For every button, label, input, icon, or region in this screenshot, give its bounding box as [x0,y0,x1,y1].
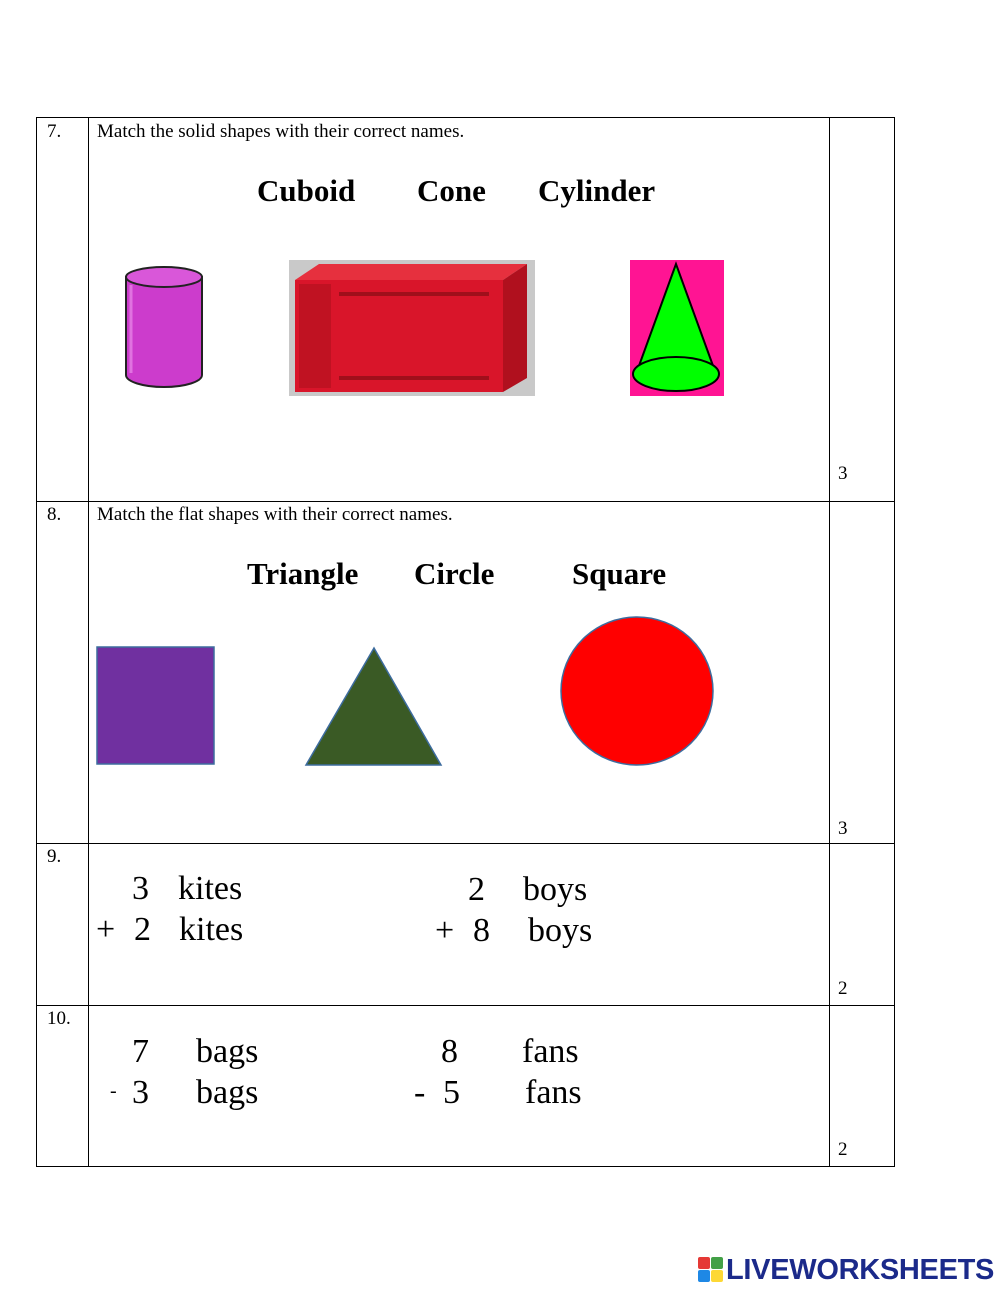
question-text: Match the solid shapes with their correct names. [97,121,465,142]
column-divider-marks [829,118,830,1166]
sum-top-word: boys [523,871,588,908]
question-number: 8. [47,504,62,525]
sum-bottom-number: 2 [134,911,151,948]
cuboid-shape[interactable] [289,260,535,396]
sum-operator: - [110,1080,117,1102]
worksheet-table [36,117,895,1167]
cylinder-shape[interactable] [123,265,205,391]
sum-top-word: bags [196,1033,259,1070]
sum-top-word: fans [522,1033,579,1070]
logo-blocks-icon [698,1257,724,1283]
marks-value: 3 [838,818,848,839]
cone-shape[interactable] [630,260,724,396]
sum-bottom-number: 8 [473,912,490,949]
marks-value: 3 [838,463,848,484]
question-text: Match the flat shapes with their correct names. [97,504,453,525]
label-cylinder[interactable]: Cylinder [538,173,656,208]
label-circle[interactable]: Circle [414,556,495,591]
triangle-shape[interactable] [304,646,444,768]
row-divider [37,1005,894,1006]
sum-bottom-number: 3 [132,1074,149,1111]
sum-bottom-word: kites [179,911,244,948]
row-divider [37,843,894,844]
sum-operator: + [96,911,116,948]
row-divider [37,501,894,502]
sum-bottom-word: boys [528,912,593,949]
sum-top-word: kites [178,870,243,907]
sum-bottom-word: bags [196,1074,259,1111]
sum-operator: + [435,912,455,949]
liveworksheets-logo [698,1253,994,1287]
sum-operator: - [414,1074,426,1111]
marks-value: 2 [838,1139,848,1160]
question-number: 9. [47,846,62,867]
marks-value: 2 [838,978,848,999]
sum-bottom-number: 5 [443,1074,460,1111]
sum-top-number: 3 [132,870,149,907]
label-cone[interactable]: Cone [417,173,486,208]
question-number: 7. [47,121,62,142]
label-triangle[interactable]: Triangle [247,556,359,591]
question-number: 10. [47,1008,71,1029]
square-shape[interactable] [96,646,216,766]
sum-bottom-word: fans [525,1074,582,1111]
column-divider-number [88,118,89,1166]
sum-top-number: 8 [441,1033,458,1070]
sum-top-number: 2 [468,871,485,908]
sum-top-number: 7 [132,1033,149,1070]
circle-shape[interactable] [559,615,715,767]
logo-text: LIVEWORKSHEETS [726,1253,995,1286]
label-cuboid[interactable]: Cuboid [257,173,356,208]
label-square[interactable]: Square [572,556,667,591]
